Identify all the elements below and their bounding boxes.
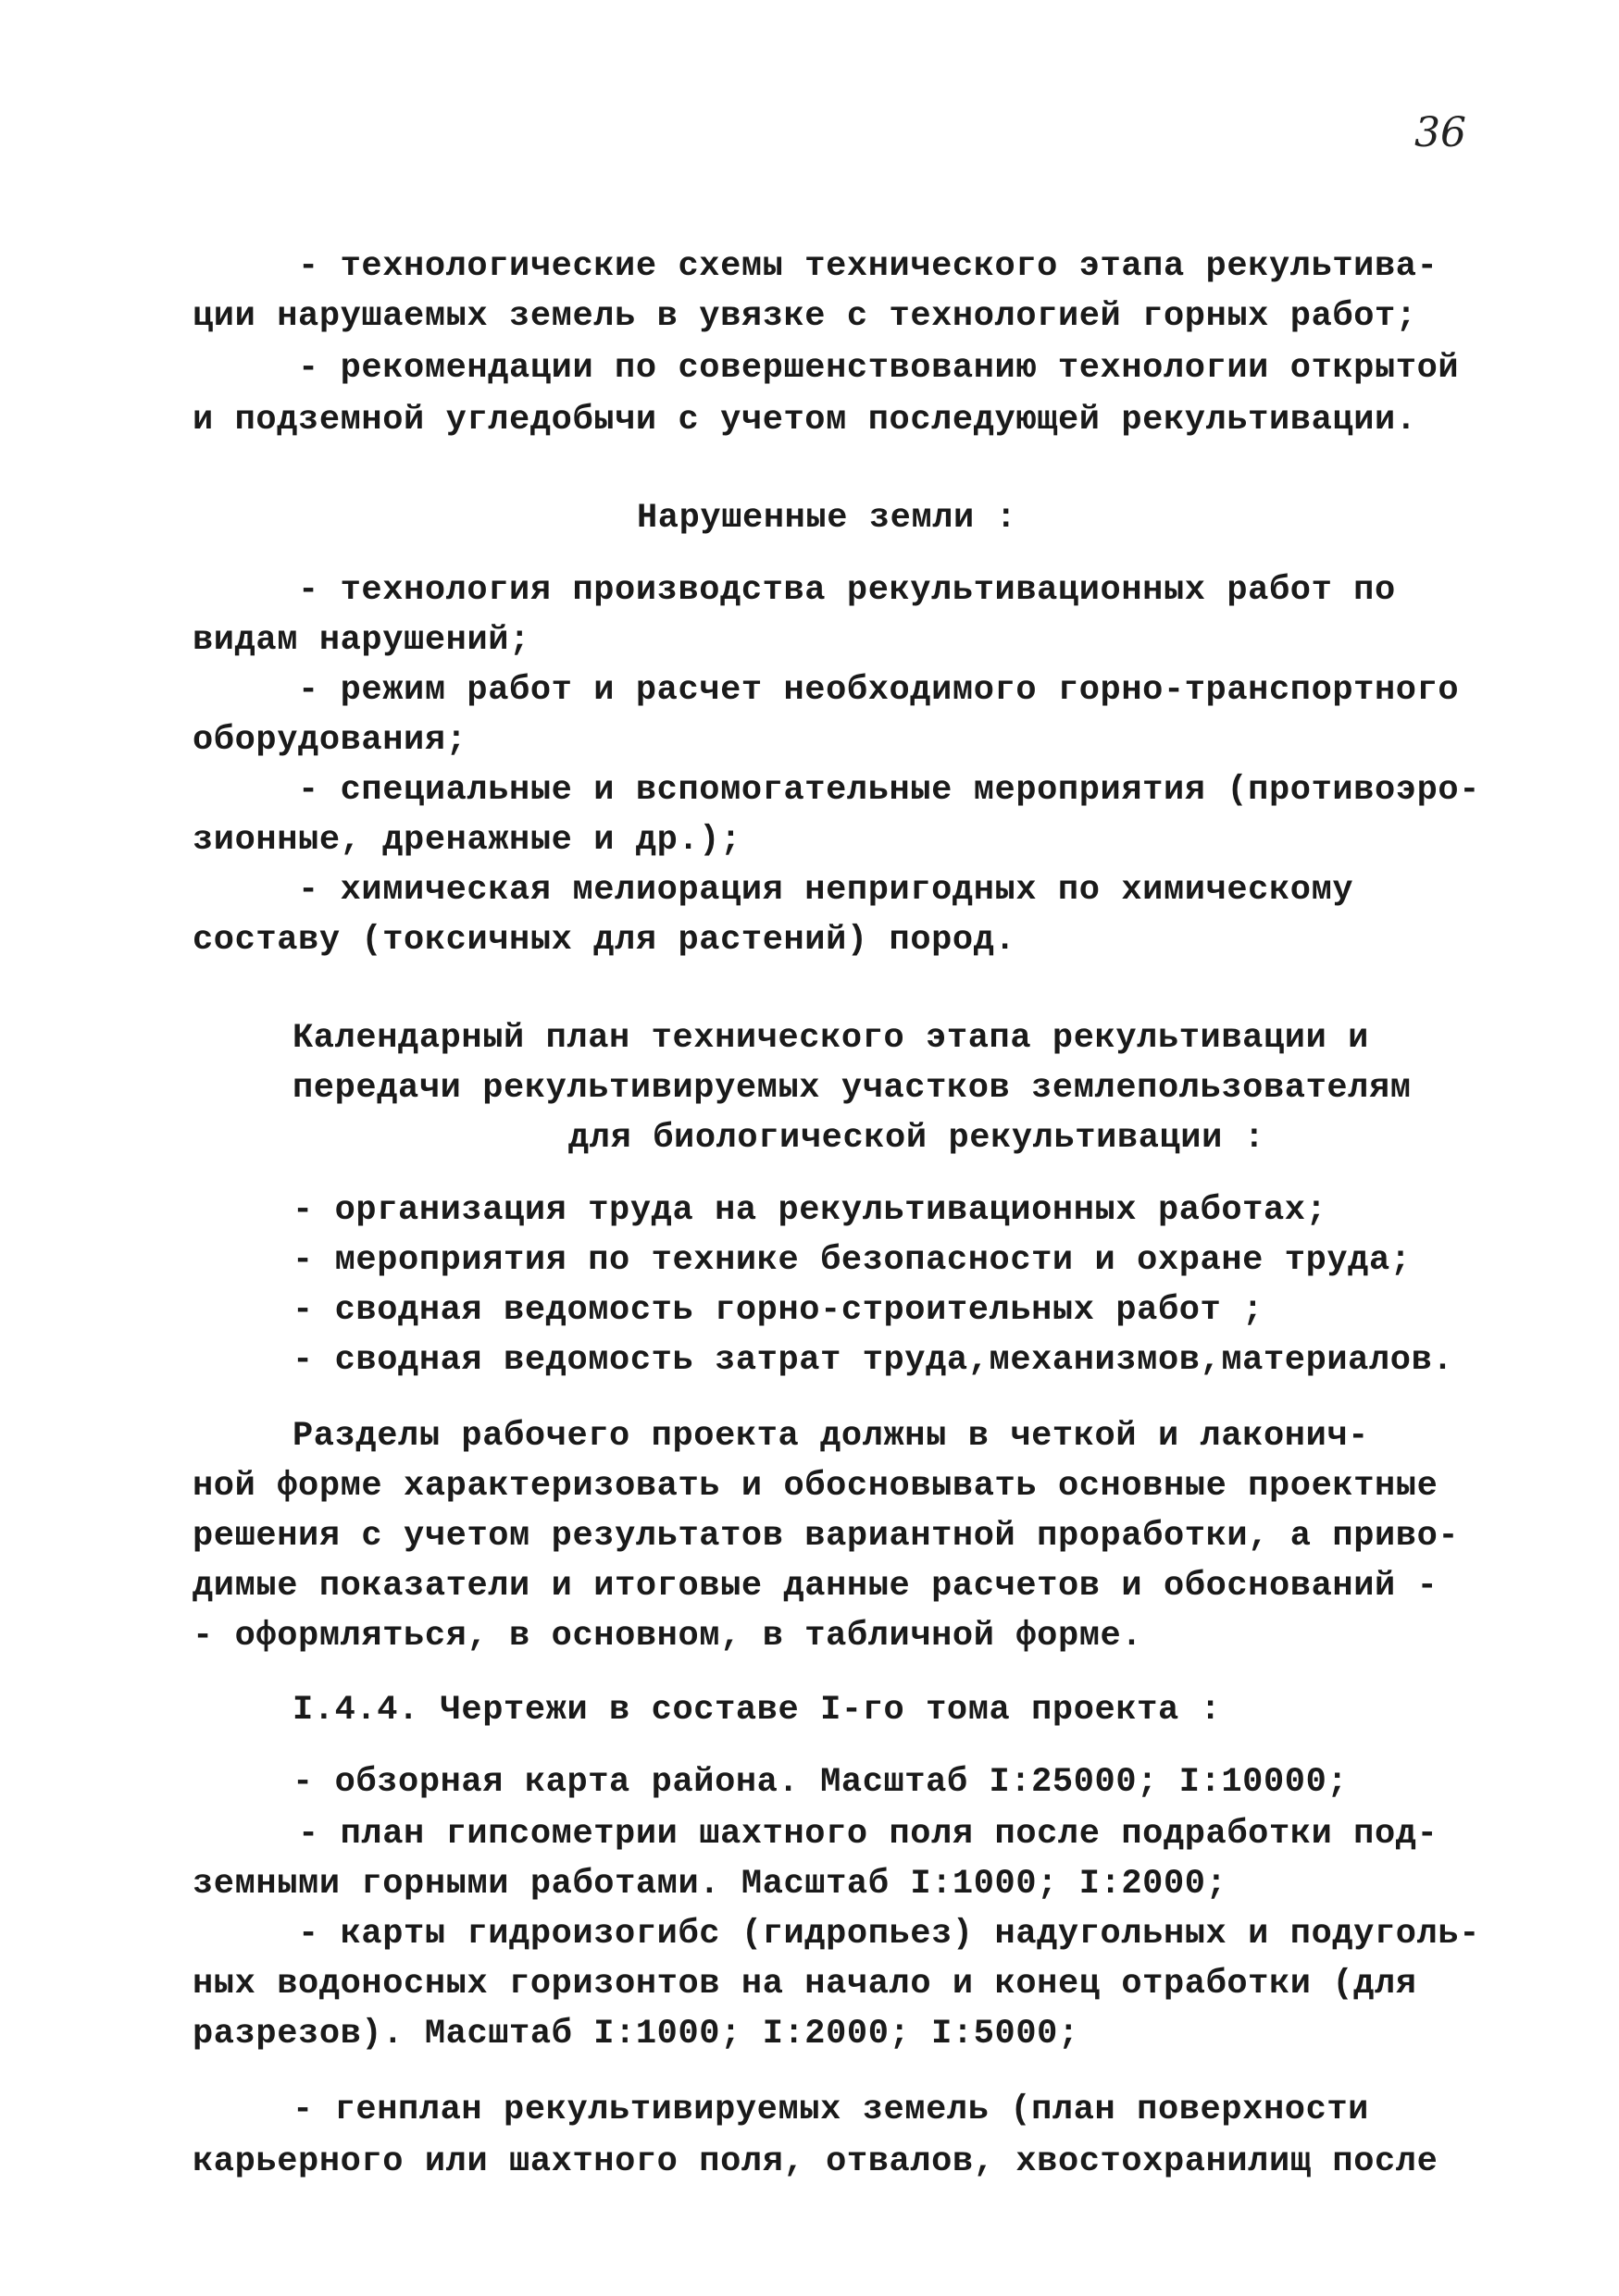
section-heading-disturbed-lands: Нарушенные земли : xyxy=(637,499,1017,538)
paragraph-line: - оформляться, в основном, в табличной форме. xyxy=(193,1617,1143,1656)
list-item: - организация труда на рекультивационных работах; xyxy=(293,1191,1327,1230)
page-number: 36 xyxy=(1414,109,1466,156)
text-line: - технология производства рекультивационных работ по xyxy=(298,571,1396,610)
text-line: ных водоносных горизонтов на начало и конец отработки (для xyxy=(193,1965,1417,2004)
section-heading-calendar-plan: передачи рекультивируемых участков землепользователям xyxy=(293,1069,1412,1108)
text-line: - генплан рекультивируемых земель (план поверхности xyxy=(293,2091,1369,2129)
text-line: - химическая мелиорация непригодных по химическому xyxy=(298,871,1354,910)
text-line: составу (токсичных для растений) пород. xyxy=(193,921,1016,960)
text-line: - режим работ и расчет необходимого горно-транспортного xyxy=(298,671,1460,710)
list-item: - мероприятия по технике безопасности и охране труда; xyxy=(293,1241,1412,1280)
text-line: зионные, дренажные и др.); xyxy=(193,821,741,860)
text-line: видам нарушений; xyxy=(193,621,530,660)
section-heading-calendar-plan: для биологической рекультивации : xyxy=(568,1119,1265,1158)
section-heading-drawings: I.4.4. Чертежи в составе I-го тома проекта : xyxy=(293,1691,1222,1730)
text-line: - специальные и вспомогательные мероприятия (противоэро- xyxy=(298,771,1481,810)
text-line: - обзорная карта района. Масштаб I:25000; I:10000; xyxy=(293,1763,1349,1802)
paragraph-line: решения с учетом результатов вариантной проработки, а приво- xyxy=(193,1517,1460,1556)
text-line: - карты гидроизогибс (гидропьез) надугольных и подуголь- xyxy=(298,1915,1481,1954)
text-line: - план гипсометрии шахтного поля после подработки под- xyxy=(298,1815,1438,1854)
paragraph-line: димые показатели и итоговые данные расчетов и обоснований - xyxy=(193,1567,1438,1606)
text-line: карьерного или шахтного поля, отвалов, хвостохранилищ после xyxy=(193,2142,1438,2181)
paragraph-line: ной форме характеризовать и обосновывать основные проектные xyxy=(193,1467,1438,1506)
list-item: - сводная ведомость горно-строительных работ ; xyxy=(293,1291,1264,1330)
list-item: - сводная ведомость затрат труда,механизмов,материалов. xyxy=(293,1341,1454,1380)
text-line: оборудования; xyxy=(193,721,467,760)
text-line: разрезов). Масштаб I:1000; I:2000; I:5000; xyxy=(193,2015,1079,2054)
text-line: и подземной угледобычи с учетом последующей рекультивации. xyxy=(193,401,1417,440)
text-line: земными горными работами. Масштаб I:1000; I:2000; xyxy=(193,1865,1227,1904)
text-line: - технологические схемы технического этапа рекультива- xyxy=(298,247,1438,286)
text-line: ции нарушаемых земель в увязке с технологией горных работ; xyxy=(193,297,1417,336)
paragraph-line: Разделы рабочего проекта должны в четкой и лаконич- xyxy=(293,1417,1369,1456)
section-heading-calendar-plan: Календарный план технического этапа рекультивации и xyxy=(293,1019,1369,1058)
text-line: - рекомендации по совершенствованию технологии открытой xyxy=(298,349,1460,388)
